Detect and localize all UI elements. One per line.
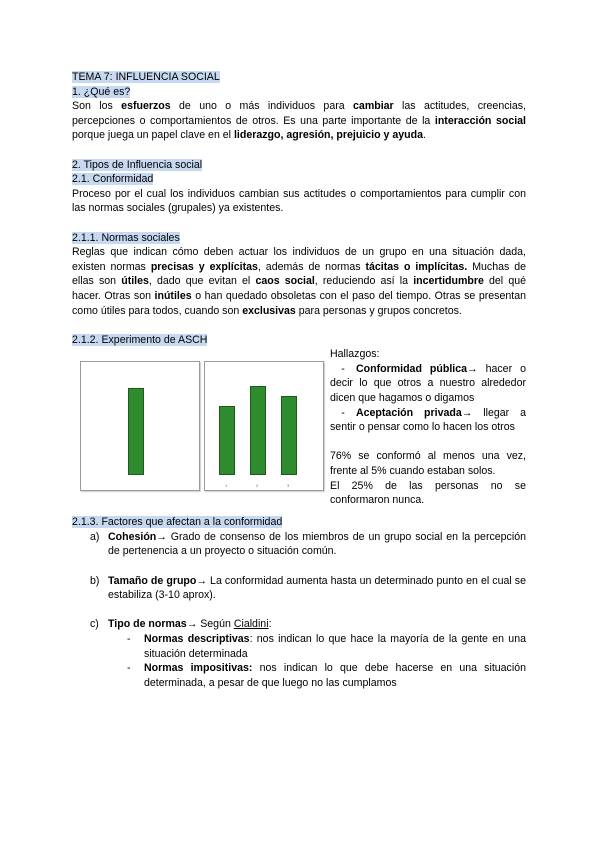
comparison-line-1-bar (219, 406, 235, 475)
asch-experiment-block (72, 347, 526, 515)
section-2-1-paragraph: Proceso por el cual los individuos cambian sus actitudes o comportamientos para cumplir con las normas sociales (grupales) ya existentes. (72, 187, 526, 215)
section-2-heading: 2. Tipos de Influencia social (72, 158, 203, 171)
section-2-1-1-paragraph: Reglas que indican cómo deben actuar los individuos de un grupo en una situación dada, existen normas precisas y explícitas, además de normas tácitas o implícitas. Muchas de ellas son útiles, dado que evitan el caos social, reduciendo así la incertidumbre del qué hacer. Otras son inútiles o han quedado obsoletas con el paso del tiempo. Otras se presentan como útiles para todos, cuando son exclusivas para personas y grupos concretos. (72, 246, 527, 317)
section-2-1-1-heading: 2.1.1. Normas sociales (72, 231, 180, 244)
document-page (72, 70, 526, 690)
section-1-heading: 1. ¿Qué es? (72, 85, 131, 98)
document-title: TEMA 7: INFLUENCIA SOCIAL (72, 71, 220, 83)
comparison-tick-2: 2 (256, 483, 259, 489)
comparison-tick-1: 1 (225, 483, 228, 489)
findings-title: Hallazgos: (330, 348, 380, 361)
comparison-tick-3: 3 (287, 483, 290, 489)
comparison-line-3-bar (281, 396, 297, 475)
norm-descriptive: - Normas descriptivas: nos indican lo que hace la mayoría de la gente en una situación determinada (127, 633, 526, 660)
asch-findings (330, 347, 526, 508)
factor-norm-type: c) Tipo de normas→ Según Cialdini: (90, 618, 272, 631)
factor-cohesion: a) Cohesión→ Grado de consenso de los miembros de un grupo social en la percepción de pertenencia a un proyecto o situación común. (90, 530, 526, 558)
section-2-1-2-heading: 2.1.2. Experimento de ASCH (72, 333, 208, 346)
section-2-1-heading: 2.1. Conformidad (72, 173, 154, 186)
section-1-paragraph: Son los esfuerzos de uno o más individuos para cambiar las actitudes, creencias, percepciones o comportamientos de otros. Es una parte importante de la interacción social porque juega un papel clave en el liderazgo, agresión, prejuicio y ayuda. (72, 100, 527, 142)
finding-public-conformity: - Conformidad pública→ hacer o decir lo que otros a nuestro alrededor dicen que hagamos o digamos (330, 362, 526, 405)
finding-stat-76: 76% se conformó al menos una vez, frente al 5% cuando estaban solos. (330, 450, 526, 478)
norm-impositive: - Normas impositivas: nos indican lo que debe hacerse en una situación determinada, a pesar de que luego no las cumplamos (127, 662, 526, 689)
author-cialdini: Cialdini (233, 618, 269, 631)
asch-comparison-card (204, 361, 324, 491)
comparison-line-2-bar (250, 386, 266, 475)
factor-group-size: b) Tamaño de grupo→ La conformidad aumenta hasta un determinado punto en el cual se estabiliza (3-10 aprox). (90, 574, 526, 602)
asch-reference-card (80, 361, 200, 491)
finding-private-acceptance: - Aceptación privada→ llegar a sentir o pensar como lo hacen los otros (330, 406, 526, 434)
section-2-1-3-heading: 2.1.3. Factores que afectan a la conformidad (72, 516, 283, 529)
reference-line-bar (128, 388, 144, 475)
finding-stat-25: El 25% de las personas no se conformaron nunca. (330, 479, 526, 507)
